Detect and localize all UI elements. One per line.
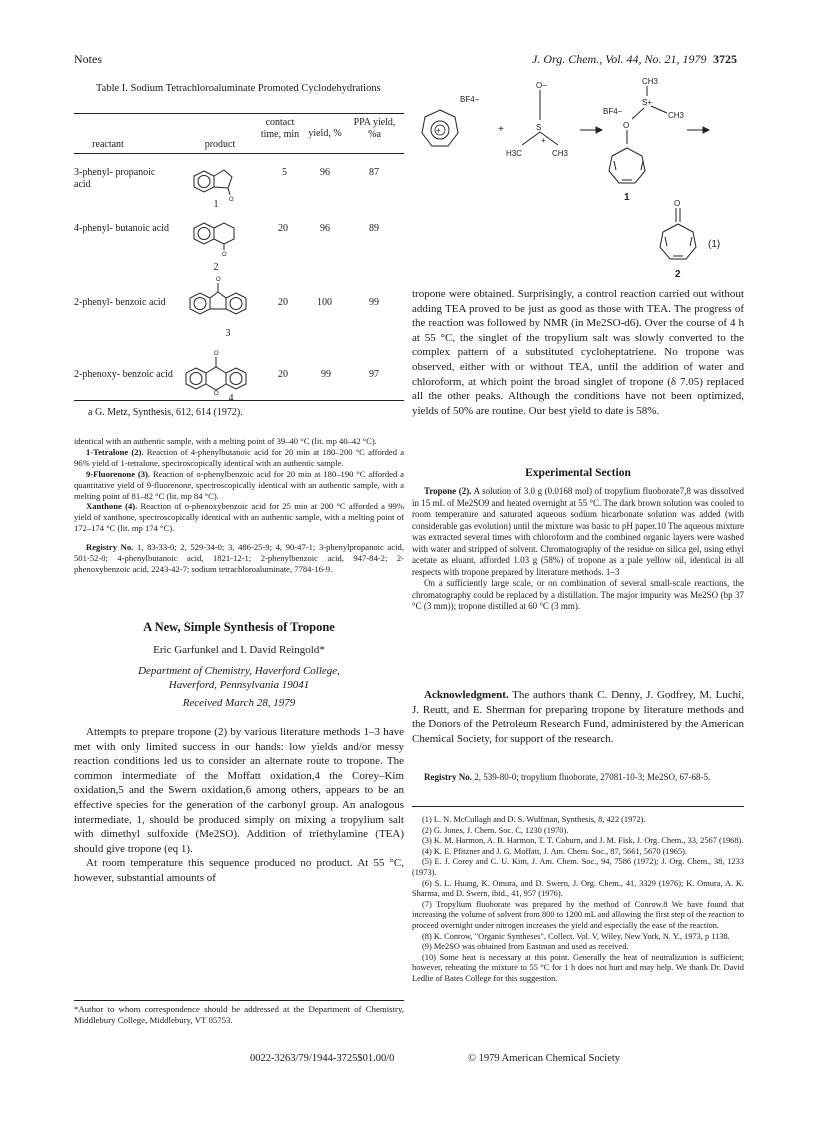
tropylium-charge: + xyxy=(436,126,441,135)
table-row-2-ppa: 89 xyxy=(369,223,379,234)
reference-item: (3) K. M. Harmon, A. B. Harmon, T. T. Coburn, and J. M. Fisk, J. Org. Chem., 33, 2567 (1968). xyxy=(422,836,744,846)
sulfonium-label: S+ xyxy=(642,98,653,107)
references-rule xyxy=(412,806,744,807)
table-row-2-reactant: 4-phenyl- butanoic acid xyxy=(74,223,169,234)
reference-item: (4) K. E. Pfitzner and J. G. Moffatt, J. Am. Chem. Soc., 87, 5661, 5670 (1965). xyxy=(422,846,688,856)
registry-heading: Registry No. xyxy=(86,542,134,553)
table-row-3-time: 20 xyxy=(278,297,288,308)
table-structures-drawing xyxy=(178,155,258,415)
acknowledgment-text: The authors thank C. Denny, J. Godfrey, M. Luchi, J. Reutt, and E. Sherman for preparing tropone by literature methods and the Donors of the Petroleum Research Fund, administered by the American Chemical Society, for support of the research. xyxy=(412,689,744,745)
results-paragraph: tropone were obtained. Surprisingly, a control reaction carried out without adding TEA proved to be just as good as those with TEA. The progress of the reaction was followed by NMR (in Me2SO-d6). Over the course of 4 h at 55 °C, the singlet of the tropylium salt was slowly converted to the complex pattern of a substituted cycloheptatriene. No tropone was observed, either with or without TEA, until the addition of water and chloroform, at which point the broad singlet of tropone (δ 7.05) replaced all the other peaks. Although the conditions have not been optimized, yields of 50% are routine. Our best yield to date is 58%. xyxy=(412,288,744,417)
running-header-section: Notes xyxy=(74,52,102,66)
oxygen-atom-label: O xyxy=(214,391,219,397)
methyl-right-label: CH3 xyxy=(552,149,569,158)
distillation-paragraph: On a sufficiently large scale, or on combination of several small-scale reactions, the chromatography could be replaced by a distillation. The major impurity was Me2SO (bp 37 °C (3 mm)); tropone distilled at 60 °C (3 mm). xyxy=(412,578,744,611)
xanthone-heading: Xanthone (4). xyxy=(86,501,138,512)
table-row-1-yield: 96 xyxy=(320,167,330,178)
col-header-product: product xyxy=(204,139,236,150)
table-row-3-yield: 100 xyxy=(317,297,332,308)
table-row-2-time: 20 xyxy=(278,223,288,234)
registry-heading-right: Registry No. xyxy=(424,772,472,782)
table-row-3-reactant: 2-phenyl- benzoic acid xyxy=(74,297,166,308)
paragraph-continuation: identical with an authentic sample, with a melting point of 39–40 °C (lit. mp 40–42 °C). xyxy=(74,436,377,446)
plus-sign: + xyxy=(498,124,504,135)
compound-label-2: 2 xyxy=(675,269,681,280)
table-row-1-ppa: 87 xyxy=(369,167,379,178)
registry-text-right: 2, 539-80-0; tropylium fluoborate, 27081-10-3; Me2SO, 67-68-5. xyxy=(474,772,711,782)
footer-code: 0022-3263/79/1944-3725$01.00/0 xyxy=(250,1053,395,1064)
author-footnote: *Author to whom correspondence should be addressed at the Department of Chemistry, Middlebury College, Middlebury, VT 05753. xyxy=(74,1004,404,1025)
table-footnote: a G. Metz, Synthesis, 612, 614 (1972). xyxy=(88,407,243,418)
reference-item: (7) Tropylium fluoborate was prepared by the method of Conrow.8 We have found that increasing the volume of solvent from 800 to 1200 mL and allowing the first step of the reaction to proceed overnight under nitrogen increases the yield and especially the ease of the reaction. xyxy=(412,899,744,930)
acknowledgment xyxy=(412,688,744,746)
running-header-journal: J. Org. Chem., Vol. 44, No. 21, 1979 xyxy=(532,52,707,66)
table-title: Table I. Sodium Tetrachloroaluminate Promoted Cyclodehydrations xyxy=(96,83,381,94)
reference-item: (10) Some heat is necessary at this point. Generally the heat of neutralization is sufficient; however, reheating the mixture to 55 °C for 1 h does not hurt and may help. We thank Dr. David Ledlie of Bates College for this suggestion. xyxy=(412,952,744,983)
footer-copyright: © 1979 American Chemical Society xyxy=(468,1053,621,1064)
tetrafluoroborate-label-2: BF4− xyxy=(603,107,623,116)
table-row-4-ppa: 97 xyxy=(369,369,379,380)
oxide-label: O− xyxy=(536,81,547,90)
fluorenone-heading: 9-Fluorenone (3). xyxy=(86,468,151,479)
equation-number: (1) xyxy=(708,239,721,250)
oxygen-atom-label: O xyxy=(229,197,234,203)
reference-item: (9) Me2SO was obtained from Eastman and used as received. xyxy=(422,942,629,952)
article-title: A New, Simple Synthesis of Tropone xyxy=(143,620,335,634)
sulfur-label: S xyxy=(536,123,542,132)
footnote-rule xyxy=(74,1000,404,1001)
oxygen-atom-label: O xyxy=(216,277,221,283)
reference-item: (2) G. Jones, J. Chem. Soc. C, 1230 (1970). xyxy=(422,825,569,835)
references-list xyxy=(412,815,744,985)
oxygen-label: O xyxy=(623,121,630,130)
oxygen-atom-label: O xyxy=(214,351,219,357)
oxygen-atom-label: O xyxy=(222,252,227,258)
intro-paragraph-1: Attempts to prepare tropone (2) by various literature methods 1–3 have met with only limited success in our hands: low yields and/or messy reaction conditions led us to consider an alternate route to tropone. The common intermediate of the Moffatt oxidation,4 the Corey–Kim oxidation,5 and the Swern oxidation,6 among others, appears to be an effective species for the generation of the carbonyl group. An analogous intermediate, 1, should be produced simply on mixing a tropylium salt with dimethyl sulfoxide (Me2SO). Addition of triethylamine (TEA) should give tropone (eq 1). xyxy=(74,726,404,855)
registry-right xyxy=(412,772,744,783)
col-header-yield: yield, % xyxy=(308,128,342,139)
reaction-scheme xyxy=(412,72,744,282)
table-header-rule xyxy=(74,153,404,154)
received-date: Received March 28, 1979 xyxy=(182,697,296,709)
registry-text: 1, 83-33-0; 2, 529-34-0; 3, 486-25-9; 4, 90-47-1; 3-phenylpropanoic acid, 501-52-0; 4-phenylbutanoic acid, 1821-12-1; 2-phenylbenzoic acid, 947-84-2; 2-phenoxybenzoic acid, 2243-42-7; sodium tetrachloroaluminate, 7784-16-9. xyxy=(74,542,404,574)
table-row-3-compound-number: 3 xyxy=(225,328,231,339)
tetrafluoroborate-label: BF4− xyxy=(460,95,480,104)
reference-item: (1) L. N. McCullagh and D. S. Wulfman, Synthesis, 8, 422 (1972). xyxy=(422,815,646,824)
article-authors: Eric Garfunkel and I. David Reingold* xyxy=(153,644,325,656)
table-row-4-reactant: 2-phenoxy- benzoic acid xyxy=(74,369,173,380)
experimental-text xyxy=(412,486,744,613)
carbonyl-oxygen-label: O xyxy=(674,199,681,208)
table-top-rule xyxy=(74,113,404,114)
experimental-section-title: Experimental Section xyxy=(525,467,631,479)
table-row-2-yield: 96 xyxy=(320,223,330,234)
table-row-2-compound-number: 2 xyxy=(213,262,219,273)
right-body xyxy=(412,287,744,418)
intro-paragraph-2: At room temperature this sequence produced no product. At 55 °C, however, substantial amounts of xyxy=(74,857,404,884)
fluorenone-text: Reaction of o-phenylbenzoic acid for 20 min at 180–190 °C afforded a quantitative yield of 9-fluorenone, spectroscopically identical with an authentic sample, with a melting point of 81–82 °C (lit. mp 84 °C). xyxy=(74,468,404,501)
page-number: 3725 xyxy=(713,52,737,66)
sulfonium-charge: + xyxy=(541,136,546,145)
left-top-text xyxy=(74,436,404,575)
table-row-1-compound-number: 1 xyxy=(213,199,219,210)
affiliation-line-2: Haverford, Pennsylvania 19041 xyxy=(168,678,310,691)
reference-item: (8) K. Conrow, "Organic Syntheses", Collect. Vol. V, Wiley, New York, N. Y., 1973, p 1138. xyxy=(422,931,730,941)
table-row-1-time: 5 xyxy=(282,167,287,178)
table-row-4-time: 20 xyxy=(278,369,288,380)
tetralone-heading: 1-Tetralone (2). xyxy=(86,446,144,457)
table-row-1-reactant: 3-phenyl- propanoic acid xyxy=(74,167,156,190)
methyl-right-label-2: CH3 xyxy=(668,111,685,120)
tropone-procedure: A solution of 3.0 g (0.0168 mol) of tropylium fluoborate7,8 was dissolved in 15 mL of Me2SO9 and heated overnight at 55 °C. The dark brown solution was cooled to room temperature and saturated aqueous sodium bicarbonate solution was added (with considerable gas evolution) until the mixture was basic to pH paper.10 The aqueous mixture was extracted several times with chloroform and the combined organic layers were washed with water and stripped of solvent. Chromatography of the residue on silica gel, using ethyl acetate as eluant, afforded 1.03 g (58%) of tropone as a pale yellow oil, identical in all respects with tropone prepared by literature methods. 1–3 xyxy=(412,486,744,577)
methyl-left-label: H3C xyxy=(506,149,523,158)
tropone-heading: Tropone (2). xyxy=(424,486,472,496)
table-row-3-ppa: 99 xyxy=(369,297,379,308)
table-row-4-compound-number: 4 xyxy=(228,393,234,404)
affiliation-line-1: Department of Chemistry, Haverford College, xyxy=(138,665,340,677)
table-row-4-yield: 99 xyxy=(321,369,331,380)
article-affiliation xyxy=(74,665,404,692)
col-header-contact: contact time, min xyxy=(260,117,300,140)
reference-item: (6) S. L. Huang, K. Omura, and D. Swern, J. Org. Chem., 41, 3329 (1976); K. Omura, A. K. Sharma, and D. Swern, ibid., 41, 957 (1976). xyxy=(412,878,744,899)
reference-item: (5) E. J. Corey and C. U. Kim, J. Am. Chem. Soc., 94, 7586 (1972); J. Org. Chem., 38, 1233 (1973). xyxy=(412,857,744,877)
compound-label-1: 1 xyxy=(624,192,630,203)
col-header-ppa: PPA yield, %a xyxy=(353,117,396,140)
article-intro xyxy=(74,725,404,886)
xanthone-text: Reaction of o-phenoxybenzoic acid for 25 min at 200 °C afforded a 99% yield of xanthone, spectroscopically identical with an authentic sample, with a melting point of 172–174 °C (lit. mp 174 °C). xyxy=(74,501,404,534)
tetralone-text: Reaction of 4-phenylbutanoic acid for 20 min at 180–200 °C afforded a 96% yield of 1-tetralone, spectroscopically identical with an authentic sample. xyxy=(74,446,405,468)
acknowledgment-heading: Acknowledgment. xyxy=(424,689,509,701)
methyl-top-label: CH3 xyxy=(642,77,659,86)
col-header-reactant: reactant xyxy=(92,139,124,150)
table-bottom-rule xyxy=(74,400,404,401)
